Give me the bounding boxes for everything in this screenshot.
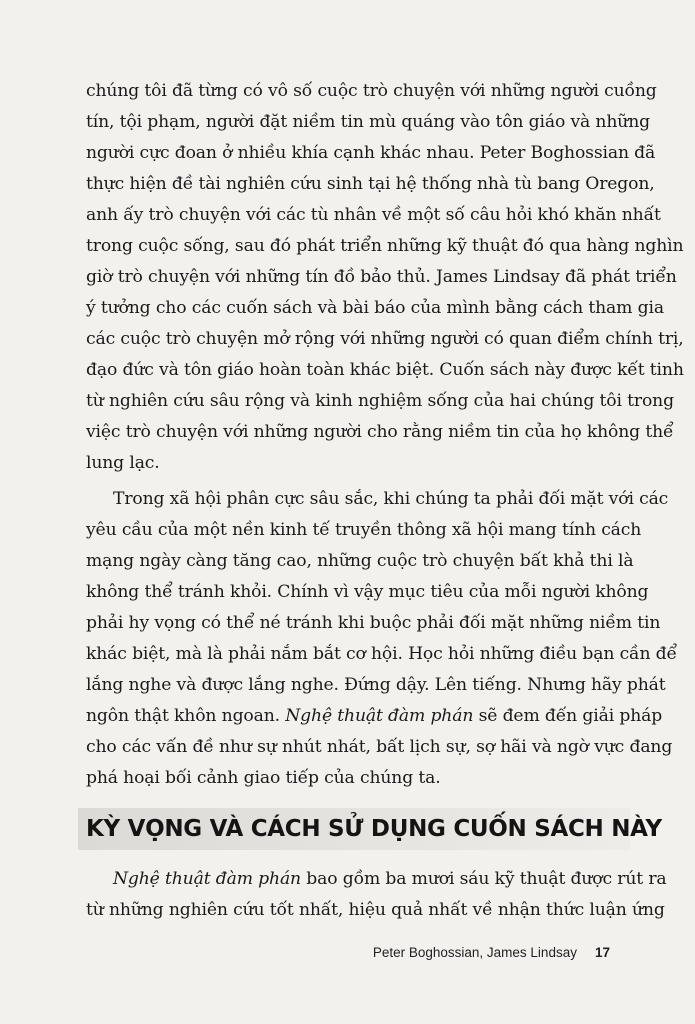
text-run: sẽ đem đến giải pháp	[473, 706, 663, 726]
text-line: khác biệt, mà là phải nắm bắt cơ hội. Học hỏi những điều bạn cần để	[86, 644, 677, 664]
text-run: bao gồm ba mươi sáu kỹ thuật được rút ra	[300, 869, 667, 889]
text-line: việc trò chuyện với những người cho rằng niềm tin của họ không thể	[86, 422, 674, 442]
text-line: lung lạc.	[86, 453, 160, 473]
text-line: phải hy vọng có thể né tránh khi buộc phải đối mặt những niềm tin	[86, 613, 661, 633]
text-line: Trong xã hội phân cực sâu sắc, khi chúng ta phải đối mặt với các	[113, 489, 669, 509]
paragraph-3	[86, 864, 667, 926]
paragraph-1	[86, 76, 684, 479]
text-line: yêu cầu của một nền kinh tế truyền thông xã hội mang tính cách	[86, 520, 642, 540]
text-line: tín, tội phạm, người đặt niềm tin mù quáng vào tôn giáo và những	[86, 112, 650, 132]
footer-authors: Peter Boghossian, James Lindsay	[372, 945, 577, 960]
text-line: giờ trò chuyện với những tín đồ bảo thủ. James Lindsay đã phát triển	[86, 267, 677, 287]
book-title: Nghệ thuật đàm phán	[285, 706, 474, 726]
text-line: người cực đoan ở nhiều khía cạnh khác nhau. Peter Boghossian đã	[86, 143, 656, 163]
text-line: lắng nghe và được lắng nghe. Đứng dậy. Lên tiếng. Nhưng hãy phát	[86, 675, 666, 695]
text-line: mạng ngày càng tăng cao, những cuộc trò chuyện bất khả thi là	[86, 551, 634, 571]
text-line: không thể tránh khỏi. Chính vì vậy mục tiêu của mỗi người không	[86, 582, 649, 602]
text-line	[86, 864, 667, 895]
text-line: từ những nghiên cứu tốt nhất, hiệu quả nhất về nhận thức luận ứng	[86, 900, 665, 920]
book-title: Nghệ thuật đàm phán	[113, 869, 301, 889]
text-line: các cuộc trò chuyện mở rộng với những người có quan điểm chính trị,	[86, 329, 684, 349]
text-line	[86, 701, 663, 732]
page-footer	[373, 945, 610, 960]
text-line: cho các vấn đề như sự nhút nhát, bất lịch sự, sợ hãi và ngờ vực đang	[86, 737, 673, 757]
text-line: từ nghiên cứu sâu rộng và kinh nghiệm sống của hai chúng tôi trong	[86, 391, 674, 411]
text-line: anh ấy trò chuyện với các tù nhân về một số câu hỏi khó khăn nhất	[86, 205, 661, 225]
text-line: trong cuộc sống, sau đó phát triển những kỹ thuật đó qua hàng nghìn	[86, 236, 684, 256]
text-run: ngôn thật khôn ngoan.	[86, 706, 286, 726]
paragraph-2	[86, 484, 677, 794]
section-heading: KỲ VỌNG VÀ CÁCH SỬ DỤNG CUỐN SÁCH NÀY	[86, 816, 662, 842]
text-line: đạo đức và tôn giáo hoàn toàn khác biệt. Cuốn sách này được kết tinh	[86, 360, 684, 380]
page-number: 17	[594, 945, 610, 960]
text-line: ý tưởng cho các cuốn sách và bài báo của mình bằng cách tham gia	[86, 298, 664, 318]
text-line: phá hoại bối cảnh giao tiếp của chúng ta.	[86, 768, 441, 788]
text-line: thực hiện đề tài nghiên cứu sinh tại hệ thống nhà tù bang Oregon,	[86, 174, 655, 194]
text-line: chúng tôi đã từng có vô số cuộc trò chuyện với những người cuồng	[86, 81, 657, 101]
